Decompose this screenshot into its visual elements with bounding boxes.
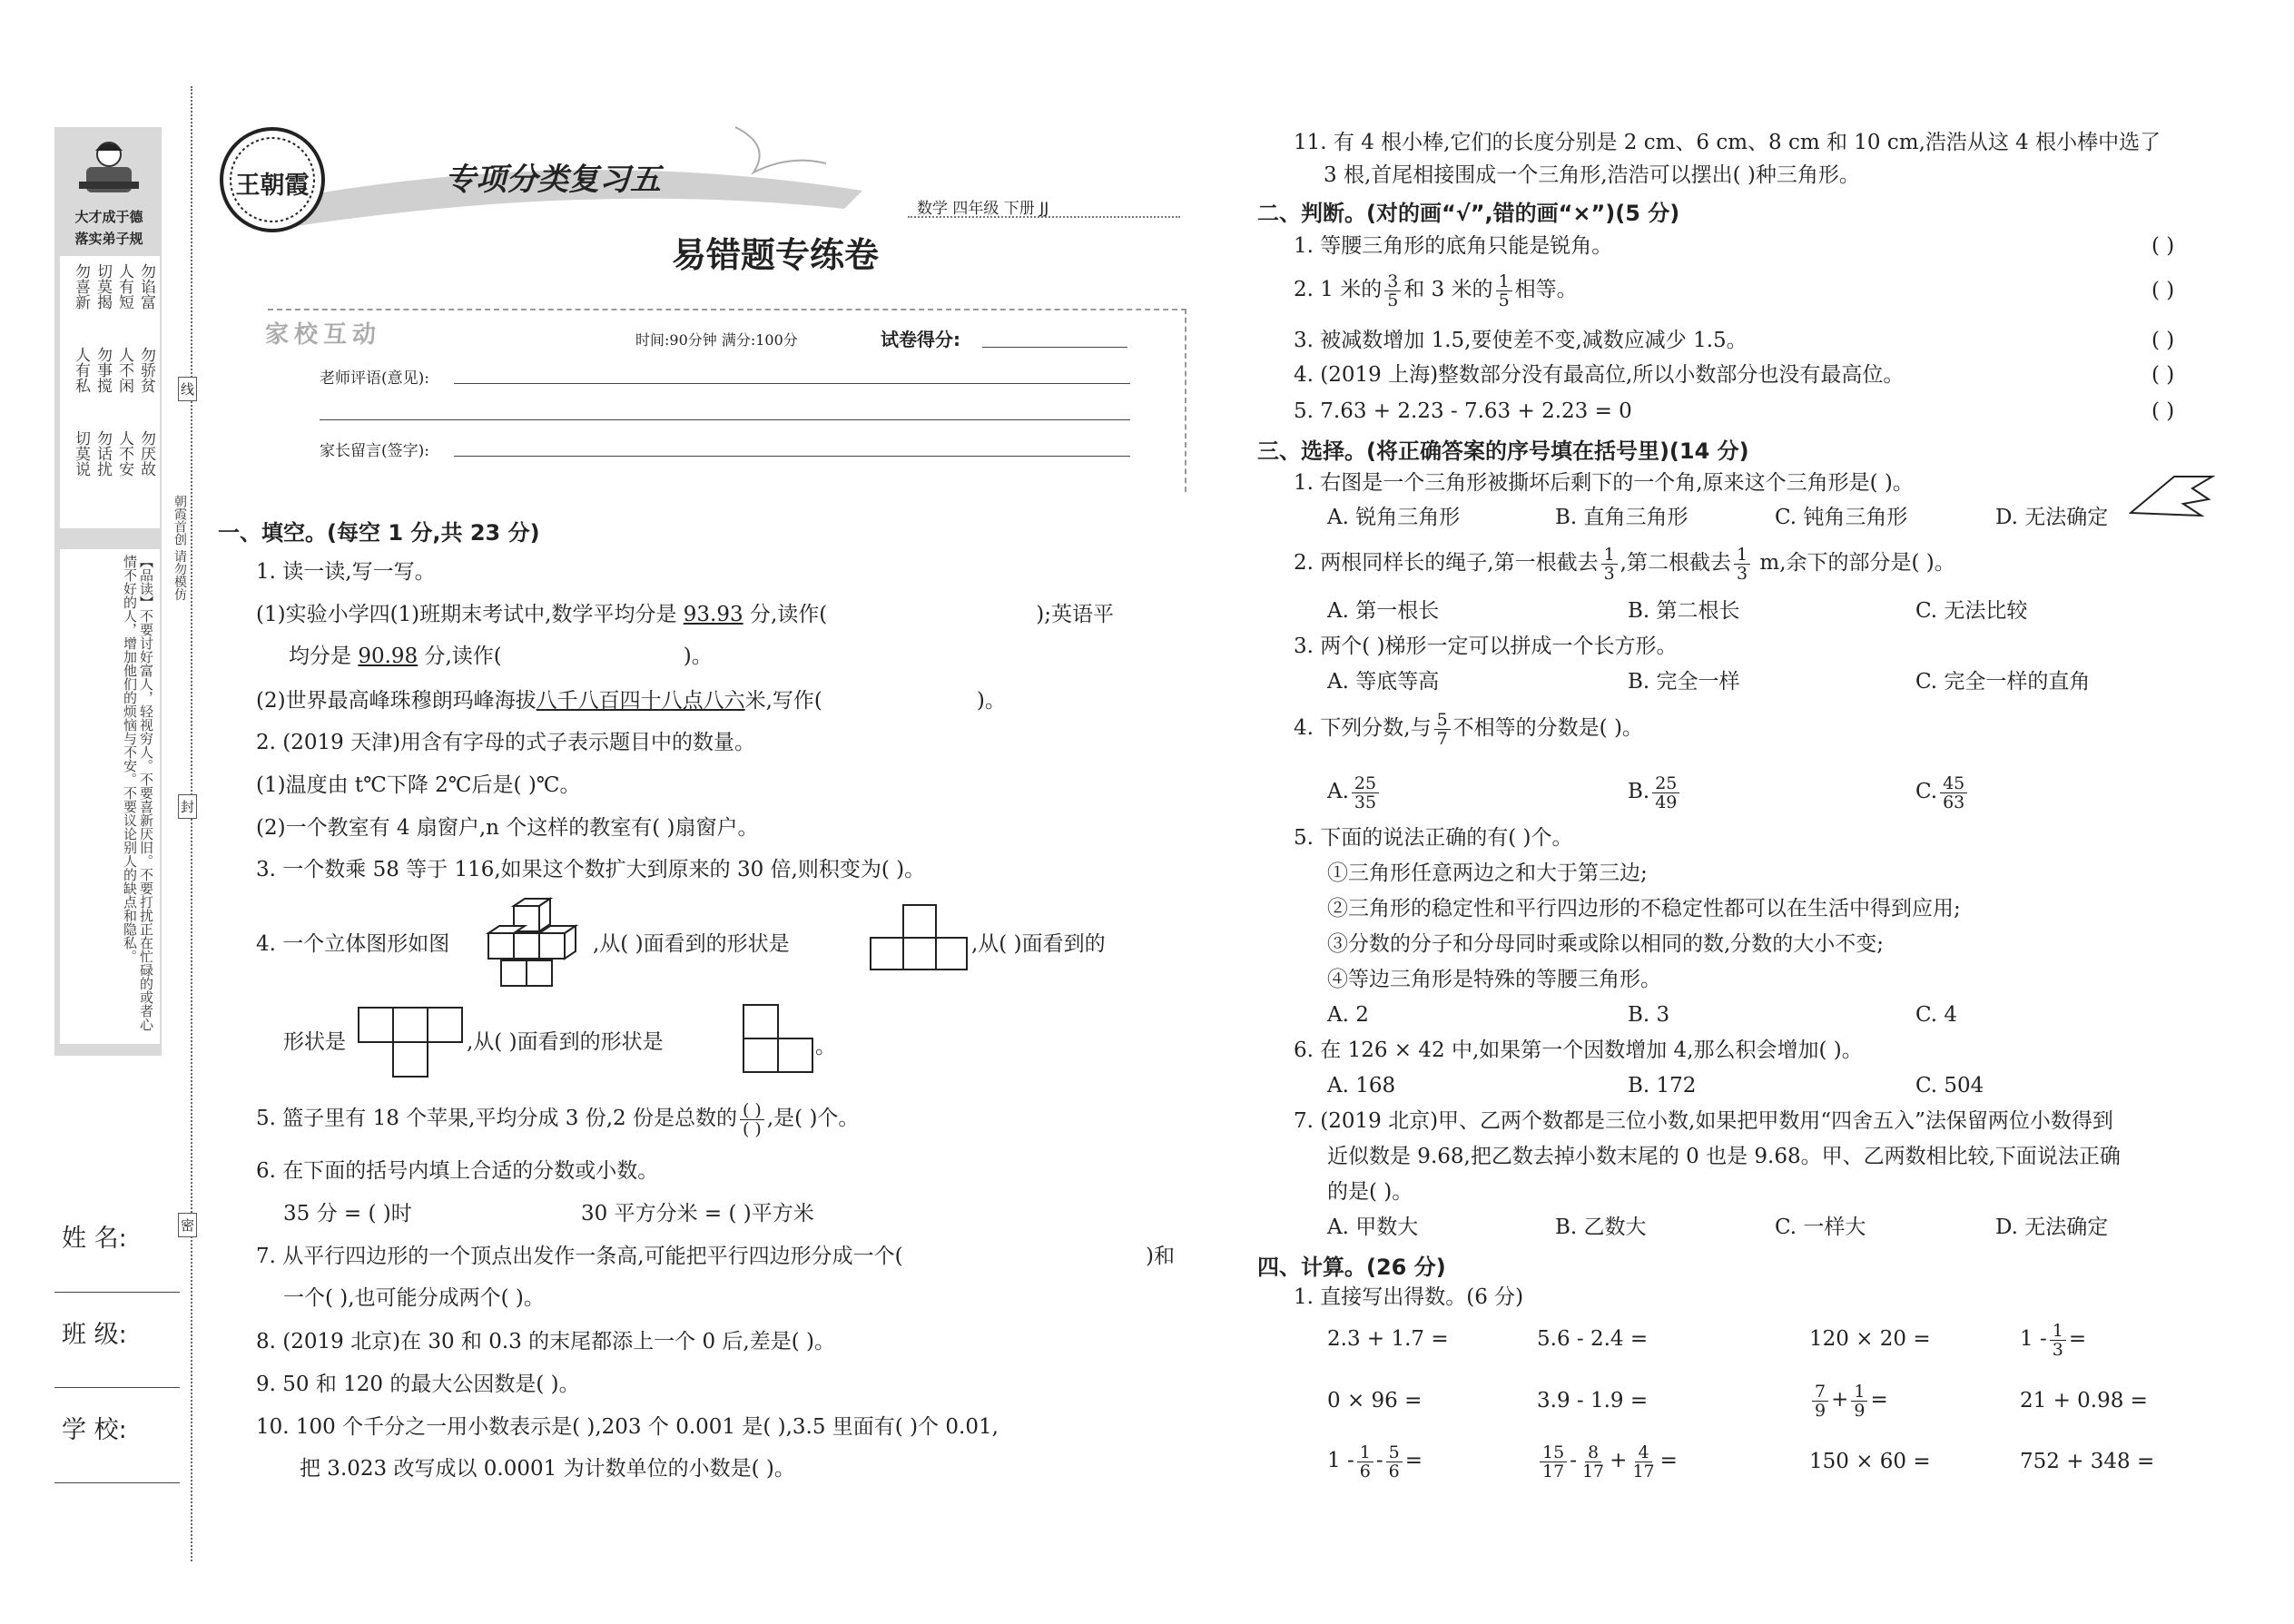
q4e: ,从( )面看到的形状是 (467, 1030, 664, 1054)
c7c: 的是( )。 (1327, 1180, 1413, 1204)
c5-opt-a: A. 2 (1327, 1003, 1369, 1027)
fraction: $\frac{1}{3}$ (2050, 1322, 2066, 1359)
calc-1: 2.3 + 1.7 = (1327, 1327, 1449, 1351)
fraction: $\frac{4}{17}$ (1632, 1442, 1655, 1481)
header-dotline (908, 216, 1180, 218)
home-school-label: 家校互动 (265, 321, 382, 349)
teacher-comment-field-2[interactable] (320, 419, 1130, 420)
q2a: (1)温度由 t℃下降 2℃后是( )℃。 (256, 773, 581, 797)
c5-item-3: ③分数的分子和分母同时乘或除以相同的数,分数的大小不变; (1327, 932, 1885, 956)
c2-opt-b: B. 第二根长 (1628, 599, 1740, 623)
j1-paren[interactable]: ( ) (2151, 234, 2175, 258)
q2b: (2)一个教室有 4 扇窗户,n 个这样的教室有( )扇窗户。 (256, 816, 759, 840)
sidebar-motto-bottom: 落实弟子规 (74, 231, 143, 247)
poem-col: 勿厌故 (137, 430, 155, 477)
section-calc-title: 四、计算。(26 分) (1257, 1255, 1446, 1280)
teacher-comment-label: 老师评语(意见): (320, 369, 429, 388)
view-shape-1 (869, 903, 969, 971)
q4c: ,从( )面看到的 (971, 932, 1106, 956)
c3-opt-c: C. 完全一样的直角 (1915, 670, 2091, 694)
c3: 3. 两个( )梯形一定可以拼成一个长方形。 (1294, 635, 1678, 658)
c7-opt-b: B. 乙数大 (1555, 1216, 1647, 1239)
cut-label-secret: 密 (178, 1213, 197, 1237)
q5: 5. 篮子里有 18 个苹果,平均分成 3 份,2 份是总数的 $\frac{( )}{( )}$ ,是( )个。 (256, 1099, 860, 1139)
q6a: 35 分 = ( )时 (283, 1202, 412, 1225)
c6-opt-c: C. 504 (1915, 1074, 1984, 1097)
j3-paren[interactable]: ( ) (2151, 329, 2175, 352)
c4-opt-c: C. $\frac{45}{63}$ (1915, 767, 1970, 816)
q10b: 把 3.023 改写成以 0.0001 为计数单位的小数是( )。 (300, 1457, 795, 1481)
calc-9: 1 - $\frac{1}{6}$ - $\frac{5}{6}$ = (1327, 1442, 1423, 1481)
calc-11: 150 × 60 = (1809, 1450, 1931, 1473)
poem-col: 人有短 (115, 263, 133, 310)
calc-6: 3.9 - 1.9 = (1537, 1389, 1649, 1412)
fraction: $\frac{3}{5}$ (1384, 272, 1401, 310)
header-title: 专项分类复习五 (445, 162, 661, 198)
q1b-value: 90.98 (358, 645, 418, 668)
c6-opt-a: A. 168 (1327, 1074, 1396, 1097)
q4b: ,从( )面看到的形状是 (593, 932, 790, 956)
c4: 4. 下列分数,与 $\frac{5}{7}$ 不相等的分数是( )。 (1294, 709, 1643, 749)
c1: 1. 右图是一个三角形被撕坏后剩下的一个角,原来这个三角形是( )。 (1294, 471, 1914, 495)
c5: 5. 下面的说法正确的有( )个。 (1294, 826, 1573, 850)
fraction: $\frac{5}{6}$ (1386, 1443, 1403, 1481)
c7-opt-d: D. 无法确定 (1995, 1216, 2109, 1239)
score-field[interactable] (982, 347, 1127, 348)
school-label: 学 校: (62, 1416, 127, 1444)
school-field[interactable] (54, 1482, 180, 1483)
sidebar-motto-top: 大才成于德 (74, 209, 143, 225)
calc-7: $\frac{7}{9}$ + $\frac{1}{9}$ = (1809, 1375, 1888, 1424)
q4d: 形状是 (283, 1030, 346, 1054)
subject-info: 数学 四年级 下册 JJ (917, 200, 1049, 218)
class-field[interactable] (54, 1387, 180, 1388)
poem-col: 勿谄富 (137, 263, 155, 310)
c7b: 近似数是 9.68,把乙数去掉小数末尾的 0 也是 9.68。甲、乙两数相比较,下面说法正确 (1327, 1145, 2121, 1168)
poem-col: 勿事搅 (94, 347, 112, 393)
section-judge-title: 二、判断。(对的画“√”,错的画“×”)(5 分) (1257, 201, 1680, 226)
c5-item-4: ④等边三角形是特殊的等腰三角形。 (1327, 968, 1661, 991)
sidebar-poem (60, 256, 160, 528)
parent-comment-field[interactable] (454, 456, 1130, 457)
q7a: 7. 从平行四边形的一个顶点出发作一条高,可能把平行四边形分成一个( (256, 1245, 903, 1268)
calc-4: 1 - $\frac{1}{3}$ = (2020, 1320, 2087, 1360)
k1: 1. 直接写出得数。(6 分) (1294, 1285, 1524, 1309)
reading-text: 【品读】不要讨好富人，轻视穷人。不要喜新厌旧。不要打扰正在忙碌的或者心情不好的人，增加他们的烦恼与不安。不要议论别人的缺点和隐私。 (122, 555, 154, 1031)
c2-opt-c: C. 无法比较 (1915, 599, 2028, 623)
fraction: $\frac{25}{35}$ (1352, 774, 1379, 812)
poem-col: 人不闲 (115, 347, 133, 393)
c3-opt-b: B. 完全一样 (1628, 670, 1740, 694)
calc-12: 752 + 348 = (2020, 1450, 2155, 1473)
sidebar-mascot (68, 134, 150, 200)
c1-opt-a: A. 锐角三角形 (1327, 506, 1461, 529)
cube-figure (479, 897, 593, 989)
fraction: $\frac{45}{63}$ (1940, 774, 1967, 812)
view-shape-3 (742, 1003, 816, 1074)
c4-opt-b: B. $\frac{25}{49}$ (1628, 767, 1682, 816)
q2: 2. (2019 天津)用含有字母的式子表示题目中的数量。 (256, 731, 756, 754)
poem-col: 勿喜新 (72, 263, 90, 310)
q8: 8. (2019 北京)在 30 和 0.3 的末尾都添上一个 0 后,差是( )。 (256, 1330, 835, 1353)
q6: 6. 在下面的括号内填上合适的分数或小数。 (256, 1159, 659, 1183)
j2: 2. 1 米的 $\frac{3}{5}$ 和 3 米的 $\frac{1}{5}$ 相等。 (1294, 271, 1578, 310)
fraction: $\frac{1}{6}$ (1357, 1443, 1373, 1481)
q9: 9. 50 和 120 的最大公因数是( )。 (256, 1373, 580, 1396)
poem-col: 人有私 (72, 347, 90, 393)
c7-opt-a: A. 甲数大 (1327, 1216, 1419, 1239)
section-fill-title: 一、填空。(每空 1 分,共 23 分) (218, 520, 540, 546)
j4-paren[interactable]: ( ) (2151, 363, 2175, 387)
view-shape-2 (357, 1006, 464, 1078)
j4: 4. (2019 上海)整数部分没有最高位,所以小数部分也没有最高位。 (1294, 363, 1905, 387)
q3: 3. 一个数乘 58 等于 116,如果这个数扩大到原来的 30 倍,则积变为( )。 (256, 858, 926, 881)
header-decoration (209, 109, 1026, 290)
poem-col: 切莫说 (72, 430, 90, 477)
cut-label-line: 线 (178, 377, 197, 401)
j3: 3. 被减数增加 1.5,要使差不变,减数应减少 1.5。 (1294, 329, 1748, 352)
poem-col: 勿话扰 (94, 430, 112, 477)
calc-8: 21 + 0.98 = (2020, 1389, 2148, 1412)
c5-opt-b: B. 3 (1628, 1003, 1670, 1027)
q1a: (1)实验小学四(1)班期末考试中,数学平均分是 93.93 分,读作( );英语平 (256, 603, 1114, 626)
q1a-value: 93.93 (683, 603, 743, 626)
fraction: $\frac{1}{9}$ (1851, 1383, 1867, 1420)
c5-opt-c: C. 4 (1915, 1003, 1958, 1027)
c5-item-2: ②三角形的稳定性和平行四边形的不稳定性都可以在生活中得到应用; (1327, 897, 1961, 920)
name-label: 姓 名: (62, 1225, 127, 1253)
c1-opt-b: B. 直角三角形 (1555, 506, 1689, 529)
q4a: 4. 一个立体图形如图 (256, 932, 450, 956)
q7b: )和 (1146, 1245, 1175, 1268)
c1-opt-d: D. 无法确定 (1995, 506, 2109, 529)
name-field[interactable] (54, 1292, 180, 1293)
c2: 2. 两根同样长的绳子,第一根截去 $\frac{1}{3}$ ,第二根截去 $\frac{1}{3}$ m,余下的部分是( )。 (1294, 544, 1955, 584)
c3-opt-a: A. 等底等高 (1327, 670, 1440, 694)
c4-opt-a: A. $\frac{25}{35}$ (1327, 767, 1382, 816)
fraction: $\frac{1}{3}$ (1601, 546, 1618, 583)
c6-opt-b: B. 172 (1628, 1074, 1697, 1097)
calc-10: $\frac{15}{17}$ - $\frac{8}{17}$ + $\frac{4}{17}$ = (1537, 1436, 1678, 1485)
fraction: $\frac{1}{3}$ (1734, 546, 1750, 583)
c5-item-1: ①三角形任意两边之和大于第三边; (1327, 861, 1648, 885)
q11a: 11. 有 4 根小棒,它们的长度分别是 2 cm、6 cm、8 cm 和 10 cm,浩浩从这 4 根小棒中选了 (1294, 131, 2161, 154)
time-info: 时间:90分钟 满分:100分 (635, 331, 798, 349)
torn-triangle-figure (2129, 472, 2215, 522)
q1c: (2)世界最高峰珠穆朗玛峰海拔八千八百四十八点八六米,写作( )。 (256, 689, 1006, 713)
q1c-value: 八千八百四十八点八六 (536, 689, 745, 713)
calc-2: 5.6 - 2.4 = (1537, 1327, 1649, 1351)
c7-opt-c: C. 一样大 (1775, 1216, 1866, 1239)
q11b: 3 根,首尾相接围成一个三角形,浩浩可以摆出( )种三角形。 (1324, 163, 1860, 187)
c2-opt-a: A. 第一根长 (1327, 599, 1440, 623)
fraction: $\frac{25}{49}$ (1652, 774, 1679, 812)
score-label: 试卷得分: (881, 329, 960, 350)
fraction: $\frac{8}{17}$ (1581, 1442, 1605, 1481)
q6b: 30 平方分米 = ( )平方米 (581, 1202, 814, 1225)
poem-col: 人不安 (115, 430, 133, 477)
q10a: 10. 100 个千分之一用小数表示是( ),203 个 0.001 是( ),3.5 里面有( )个 0.01, (256, 1415, 999, 1439)
paper-title: 易错题专练卷 (672, 234, 880, 275)
q4f: 。 (815, 1035, 836, 1058)
side-note: 朝霞首创 请勿模仿 (172, 495, 187, 601)
c6: 6. 在 126 × 42 中,如果第一个因数增加 4,那么积会增加( )。 (1294, 1038, 1863, 1062)
blank-fraction: $\frac{( )}{( )}$ (740, 1101, 764, 1138)
c1-opt-c: C. 钝角三角形 (1775, 506, 1908, 529)
j5-paren[interactable]: ( ) (2151, 399, 2175, 423)
poem-col: 勿骄贫 (137, 347, 155, 393)
sidebar-reading (60, 549, 160, 1044)
fraction: $\frac{5}{7}$ (1434, 711, 1451, 748)
q7c: 一个( ),也可能分成两个( )。 (283, 1286, 545, 1310)
calc-3: 120 × 20 = (1809, 1327, 1931, 1351)
q1: 1. 读一读,写一写。 (256, 560, 436, 584)
cut-line (191, 86, 192, 1561)
fraction: $\frac{7}{9}$ (1812, 1383, 1828, 1420)
cut-label-seal: 封 (178, 794, 197, 819)
j5: 5. 7.63 + 2.23 - 7.63 + 2.23 = 0 (1294, 399, 1632, 423)
class-label: 班 级: (62, 1321, 127, 1349)
teacher-comment-field[interactable] (454, 383, 1130, 384)
calc-5: 0 × 96 = (1327, 1389, 1423, 1412)
fraction: $\frac{15}{17}$ (1540, 1443, 1567, 1481)
parent-comment-label: 家长留言(签字): (320, 442, 429, 460)
logo-text: 王朝霞 (235, 172, 310, 200)
q1b: 均分是 90.98 分,读作( )。 (289, 645, 713, 668)
poem-col: 切莫揭 (94, 263, 112, 310)
j2-paren[interactable]: ( ) (2151, 279, 2175, 302)
fraction: $\frac{1}{5}$ (1496, 272, 1512, 310)
j1: 1. 等腰三角形的底角只能是锐角。 (1294, 234, 1613, 258)
c7a: 7. (2019 北京)甲、乙两个数都是三位小数,如果把甲数用“四舍五入”法保留两位小数得到 (1294, 1109, 2113, 1133)
section-choice-title: 三、选择。(将正确答案的序号填在括号里)(14 分) (1257, 438, 1749, 464)
